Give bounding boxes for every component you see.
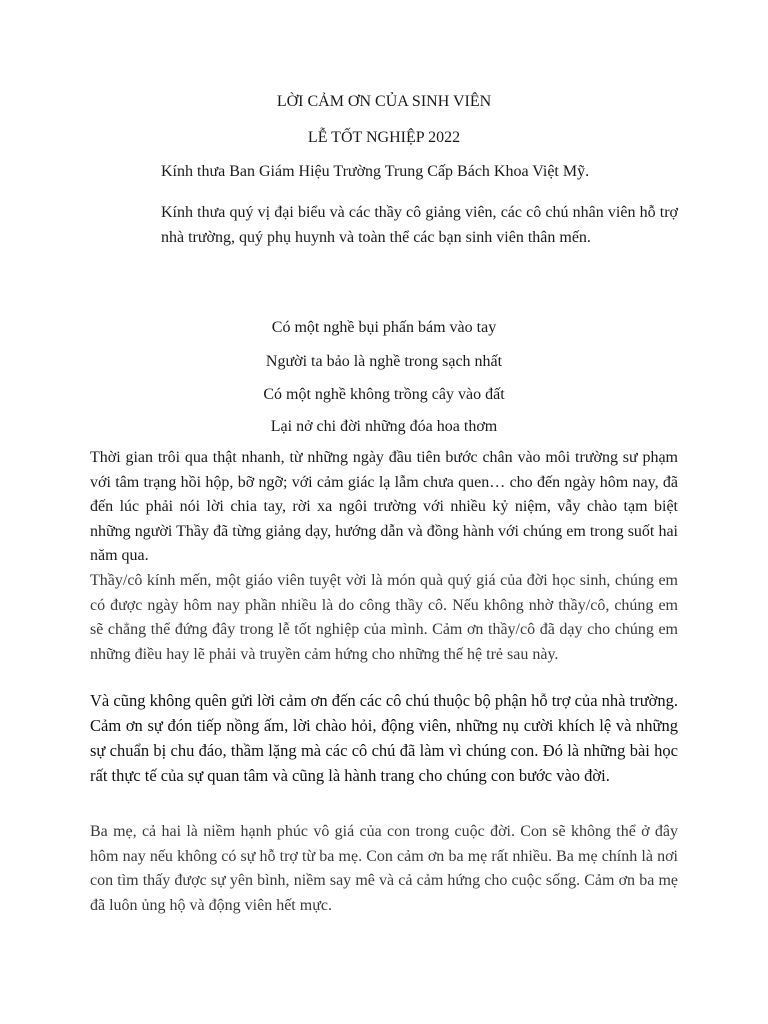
paragraph-farewell: Thời gian trôi qua thật nhanh, từ những ngày đầu tiên bước chân vào môi trường sư phạm với tâm trạng hồi hộp, bỡ ngỡ; với cảm giác lạ lẫm chưa quen… cho đến ngày hôm nay, đã đến lúc phải nói lời chia tay, rời xa ngôi trường với nhiều kỷ niệm, vẫy chào tạm biệt những người Thầy đã từng giảng dạy, hướng dẫn và đồng hành với chúng em trong suốt hai năm qua. — [90, 449, 678, 564]
poem-line: Lại nở chi đời những đóa hoa thơm — [270, 418, 498, 435]
poem-line: Có một nghề bụi phấn bám vào tay — [271, 319, 497, 336]
document-subtitle: LỄ TỐT NGHIỆP 2022 — [307, 129, 461, 146]
salutation-guests: Kính thưa quý vị đại biểu và các thầy cô giảng viên, các cô chú nhân viên hỗ trợ nhà trường, quý phụ huynh và toàn thể các bạn sinh viên thân mến. — [161, 204, 678, 246]
paragraph-teachers: Thầy/cô kính mến, một giáo viên tuyệt vời là món quà quý giá của đời học sinh, chúng em có được ngày hôm nay phần nhiều là do công thầy cô. Nếu không nhờ thầy/cô, chúng em sẽ chẳng thể đứng đây trong lễ tốt nghiệp của mình. Cảm ơn thầy/cô đã dạy cho chúng em những điều hay lẽ phải và truyền cảm hứng cho những thế hệ trẻ sau này. — [90, 572, 678, 663]
salutation-principal: Kính thưa Ban Giám Hiệu Trường Trung Cấp Bách Khoa Việt Mỹ. — [161, 163, 590, 180]
poem-line: Có một nghề không trồng cây vào đất — [263, 386, 505, 403]
paragraph-parents: Ba mẹ, cả hai là niềm hạnh phúc vô giá của con trong cuộc đời. Con sẽ không thể ở đây hôm nay nếu không có sự hỗ trợ từ ba mẹ. Con cảm ơn ba mẹ rất nhiều. Ba mẹ chính là nơi con tìm thấy được sự yên bình, niềm say mê và cả cảm hứng cho cuộc sống. Cảm ơn ba mẹ đã luôn ủng hộ và động viên hết mực. — [90, 823, 678, 914]
document-title: LỜI CẢM ƠN CỦA SINH VIÊN — [276, 93, 492, 110]
paragraph-staff: Và cũng không quên gửi lời cảm ơn đến các cô chú thuộc bộ phận hỗ trợ của nhà trường. Cảm ơn sự đón tiếp nồng ấm, lời chào hỏi, động viên, những nụ cười khích lệ và những sự chuẩn bị chu đáo, thầm lặng mà các cô chú đã làm vì chúng con. Đó là những bài học rất thực tế của sự quan tâm và cũng là hành trang cho chúng con bước vào đời. — [90, 691, 678, 785]
poem-line: Người ta bảo là nghề trong sạch nhất — [265, 353, 503, 370]
